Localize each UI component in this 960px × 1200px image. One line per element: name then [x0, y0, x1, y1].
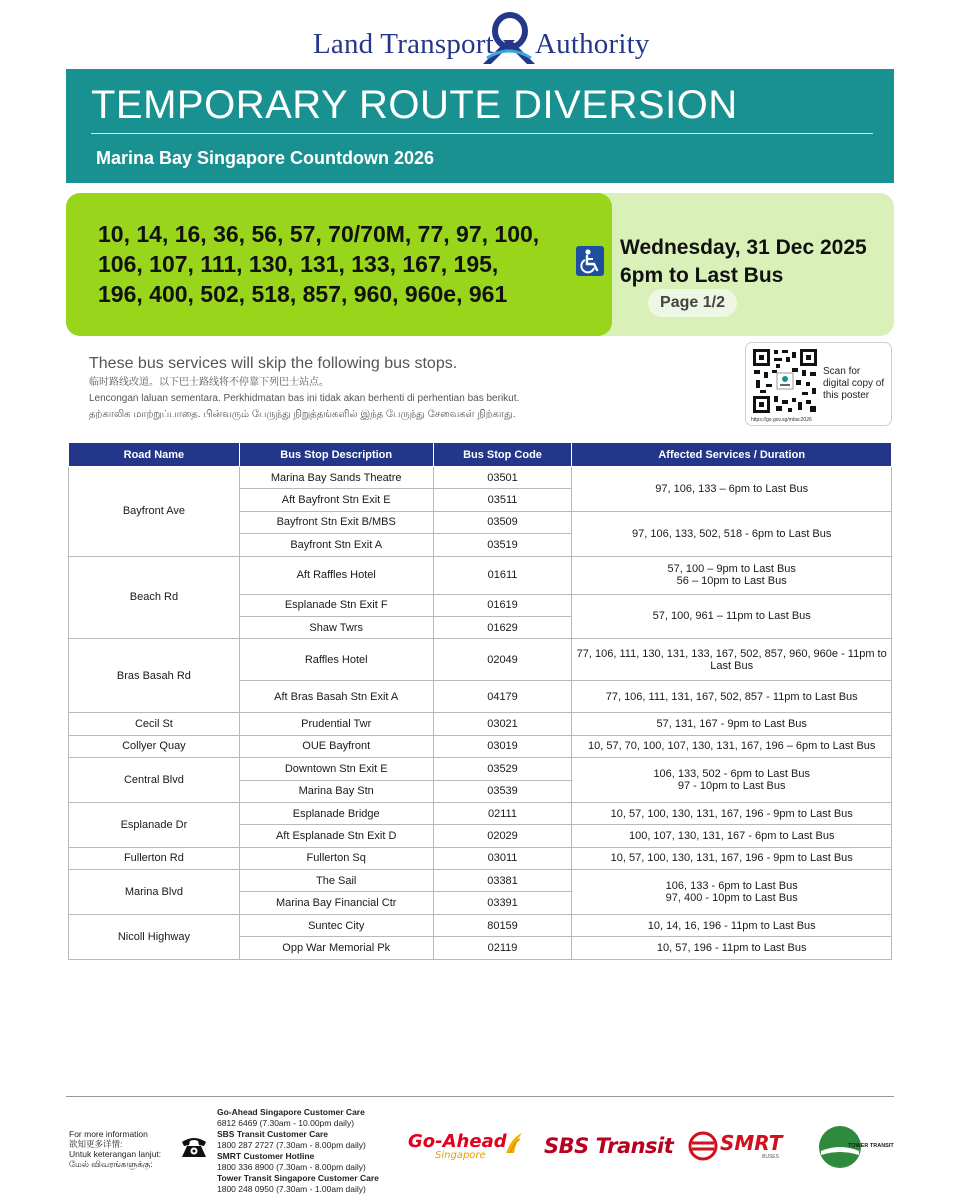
tower-transit-logo — [818, 1125, 894, 1169]
road-name-cell: Collyer Quay — [69, 735, 240, 757]
skip-notice — [89, 355, 519, 421]
table-row — [69, 556, 892, 594]
services-line: 106, 133 - 6pm to Last Bus — [665, 879, 798, 892]
stop-code-cell: 03529 — [433, 758, 572, 780]
goahead-care-title: Go-Ahead Singapore Customer Care — [217, 1107, 365, 1117]
stop-code-cell: 03511 — [433, 489, 572, 511]
services-cell: 97, 106, 133 – 6pm to Last Bus — [572, 467, 892, 512]
stop-code-cell: 03381 — [433, 870, 572, 892]
goahead-logo — [408, 1131, 526, 1167]
road-name-cell: Central Blvd — [69, 758, 240, 803]
title-banner — [66, 69, 894, 183]
page-indicator: Page 1/2 — [648, 289, 737, 317]
table-row — [69, 802, 892, 824]
lta-word-left: Land Transport — [313, 28, 494, 60]
stop-code-cell: 80159 — [433, 914, 572, 936]
goahead-logo-subtext: Singapore — [435, 1150, 486, 1161]
more-info-en: For more information — [69, 1129, 148, 1139]
stop-desc-cell: Opp War Memorial Pk — [239, 937, 433, 959]
more-info-label — [69, 1129, 161, 1169]
road-name-cell: Bayfront Ave — [69, 467, 240, 557]
stop-desc-cell: Suntec City — [239, 914, 433, 936]
table-header-row — [69, 443, 892, 467]
stop-code-cell: 03011 — [433, 847, 572, 869]
stop-code-cell: 03501 — [433, 467, 572, 489]
services-line-1: 10, 14, 16, 36, 56, 57, 70/70M, 77, 97, 100, — [98, 221, 540, 247]
stop-code-cell: 02119 — [433, 937, 572, 959]
services-line-2: 106, 107, 111, 130, 131, 133, 167, 195, — [98, 251, 499, 277]
road-name-cell: Nicoll Highway — [69, 914, 240, 959]
qr-caption-line-3: this poster — [823, 390, 870, 401]
stop-desc-cell: Marina Bay Financial Ctr — [239, 892, 433, 914]
sbs-care-title: SBS Transit Customer Care — [217, 1129, 329, 1139]
bus-stop-table — [68, 442, 892, 960]
col-affected-services: Affected Services / Duration — [572, 443, 892, 467]
tower-transit-logo-text: TOWER TRANSIT — [848, 1143, 894, 1149]
goahead-wing-icon — [504, 1131, 524, 1155]
stop-code-cell: 03509 — [433, 511, 572, 533]
services-line: 106, 133, 502 - 6pm to Last Bus — [653, 768, 810, 781]
services-cell: 10, 57, 100, 130, 131, 167, 196 - 9pm to Last Bus — [572, 847, 892, 869]
table-row — [69, 870, 892, 892]
col-road-name: Road Name — [69, 443, 240, 467]
road-name-cell: Fullerton Rd — [69, 847, 240, 869]
stop-code-cell: 02049 — [433, 639, 572, 681]
stop-code-cell: 03519 — [433, 534, 572, 556]
smrt-hotline-title: SMRT Customer Hotline — [217, 1151, 315, 1161]
stop-desc-cell: Esplanade Stn Exit F — [239, 594, 433, 616]
lta-word-right: Authority — [535, 28, 650, 60]
diversion-time: 6pm to Last Bus — [620, 264, 784, 287]
services-list — [98, 219, 598, 309]
stop-code-cell: 01611 — [433, 556, 572, 594]
qr-caption — [823, 366, 889, 402]
services-cell: 10, 57, 196 - 11pm to Last Bus — [572, 937, 892, 959]
stop-code-cell: 01619 — [433, 594, 572, 616]
event-subtitle: Marina Bay Singapore Countdown 2026 — [96, 148, 435, 168]
more-info-ta: மேல் விவரங்களுக்கு: — [69, 1159, 153, 1169]
services-line: 56 – 10pm to Last Bus — [676, 575, 787, 588]
services-line-3: 196, 400, 502, 518, 857, 960, 960e, 961 — [98, 281, 508, 307]
smrt-hotline-phone[interactable]: 1800 336 8900 (7.30am - 8.00pm daily) — [217, 1162, 366, 1172]
stop-desc-cell: The Sail — [239, 870, 433, 892]
wheelchair-accessible-icon — [576, 246, 604, 276]
stop-code-cell: 04179 — [433, 681, 572, 713]
stop-desc-cell: Downtown Stn Exit E — [239, 758, 433, 780]
services-line: 97, 400 - 10pm to Last Bus — [665, 891, 798, 904]
sbs-transit-logo: SBS Transit — [544, 1134, 674, 1158]
stop-code-cell: 03019 — [433, 735, 572, 757]
qr-panel[interactable] — [745, 342, 892, 426]
footer-divider — [66, 1096, 894, 1097]
services-cell: 97, 106, 133, 502, 518 - 6pm to Last Bus — [572, 511, 892, 556]
goahead-logo-text: Go-Ahead — [408, 1131, 507, 1152]
table-row — [69, 467, 892, 489]
stop-desc-cell: Aft Bras Basah Stn Exit A — [239, 681, 433, 713]
telephone-icon — [179, 1135, 209, 1159]
services-cell — [572, 758, 892, 803]
lta-logo — [0, 10, 960, 68]
table-row — [69, 758, 892, 780]
table-row — [69, 914, 892, 936]
services-cell: 77, 106, 111, 130, 131, 133, 167, 502, 857, 960, 960e - 11pm to Last Bus — [572, 639, 892, 681]
road-name-cell: Esplanade Dr — [69, 802, 240, 847]
services-cell — [572, 870, 892, 915]
stop-desc-cell: Shaw Twrs — [239, 616, 433, 638]
stop-desc-cell: Bayfront Stn Exit A — [239, 534, 433, 556]
title-divider — [91, 133, 873, 134]
road-name-cell: Cecil St — [69, 713, 240, 735]
col-stop-description: Bus Stop Description — [239, 443, 433, 467]
more-info-zh: 欲知更多详情: — [69, 1139, 123, 1149]
table-row — [69, 847, 892, 869]
stop-code-cell: 02111 — [433, 802, 572, 824]
stop-code-cell: 03021 — [433, 713, 572, 735]
services-list-box — [66, 193, 612, 336]
sbs-care-phone[interactable]: 1800 287 2727 (7.30am - 8.00pm daily) — [217, 1140, 366, 1150]
road-name-cell: Beach Rd — [69, 556, 240, 639]
notice-malay: Lencongan laluan sementara. Perkhidmatan bas ini tidak akan berhenti di perhentian bas berikut. — [89, 393, 520, 404]
table-row — [69, 713, 892, 735]
smrt-logo-subtext: BUSES — [762, 1154, 779, 1160]
services-cell — [572, 556, 892, 594]
tower-care-phone[interactable]: 1800 248 0950 (7.30am - 1.00am daily) — [217, 1184, 366, 1194]
stop-desc-cell: Raffles Hotel — [239, 639, 433, 681]
stop-desc-cell: OUE Bayfront — [239, 735, 433, 757]
qr-code[interactable] — [752, 348, 818, 414]
services-cell: 10, 57, 100, 130, 131, 167, 196 - 9pm to Last Bus — [572, 802, 892, 824]
notice-tamil: தற்காலிக மாற்றுப்பாதை. பின்வரும் பேருந்து நிறுத்தங்களில் இந்த பேருந்து சேவைகள் நிற்காது. — [89, 409, 516, 420]
stop-desc-cell: Esplanade Bridge — [239, 802, 433, 824]
stop-code-cell: 03391 — [433, 892, 572, 914]
stop-desc-cell: Marina Bay Sands Theatre — [239, 467, 433, 489]
qr-caption-line-2: digital copy of — [823, 378, 885, 389]
services-cell: 100, 107, 130, 131, 167 - 6pm to Last Bus — [572, 825, 892, 847]
lta-ribbon-icon — [479, 10, 539, 66]
diversion-date: Wednesday, 31 Dec 2025 — [620, 236, 867, 259]
goahead-care-phone[interactable]: 6812 6469 (7.30am - 10.00pm daily) — [217, 1118, 355, 1128]
stop-code-cell: 01629 — [433, 616, 572, 638]
stop-desc-cell: Fullerton Sq — [239, 847, 433, 869]
page-title: TEMPORARY ROUTE DIVERSION — [91, 83, 738, 127]
notice-english: These bus services will skip the following bus stops. — [89, 355, 458, 372]
smrt-logo-text: SMRT — [720, 1131, 783, 1155]
customer-hotlines — [217, 1107, 379, 1195]
services-cell: 57, 131, 167 - 9pm to Last Bus — [572, 713, 892, 735]
smrt-logo — [688, 1131, 792, 1165]
table-row — [69, 735, 892, 757]
services-line: 97 - 10pm to Last Bus — [677, 780, 786, 793]
stop-desc-cell: Aft Bayfront Stn Exit E — [239, 489, 433, 511]
smrt-emblem-icon — [688, 1131, 718, 1161]
services-cell: 77, 106, 111, 131, 167, 502, 857 - 11pm to Last Bus — [572, 681, 892, 713]
road-name-cell: Bras Basah Rd — [69, 639, 240, 713]
services-cell: 10, 57, 70, 100, 107, 130, 131, 167, 196 – 6pm to Last Bus — [572, 735, 892, 757]
table-row — [69, 639, 892, 681]
col-stop-code: Bus Stop Code — [433, 443, 572, 467]
diversion-schedule — [620, 234, 867, 290]
stop-desc-cell: Marina Bay Stn — [239, 780, 433, 802]
stop-code-cell: 03539 — [433, 780, 572, 802]
services-cell: 57, 100, 961 – 11pm to Last Bus — [572, 594, 892, 639]
services-line: 57, 100 – 9pm to Last Bus — [667, 563, 796, 576]
stop-desc-cell: Aft Raffles Hotel — [239, 556, 433, 594]
notice-chinese: 临时路线改道。以下巴士路线将不停靠下列巴士站点。 — [89, 377, 329, 388]
tower-care-title: Tower Transit Singapore Customer Care — [217, 1173, 379, 1183]
stop-desc-cell: Bayfront Stn Exit B/MBS — [239, 511, 433, 533]
more-info-ms: Untuk keterangan lanjut: — [69, 1149, 162, 1159]
stop-code-cell: 02029 — [433, 825, 572, 847]
qr-url[interactable]: https://go.gov.sg/mbsc2026 — [751, 417, 812, 423]
stop-desc-cell: Prudential Twr — [239, 713, 433, 735]
road-name-cell: Marina Blvd — [69, 870, 240, 915]
services-cell: 10, 14, 16, 196 - 11pm to Last Bus — [572, 914, 892, 936]
qr-caption-line-1: Scan for — [823, 366, 861, 377]
stop-desc-cell: Aft Esplanade Stn Exit D — [239, 825, 433, 847]
